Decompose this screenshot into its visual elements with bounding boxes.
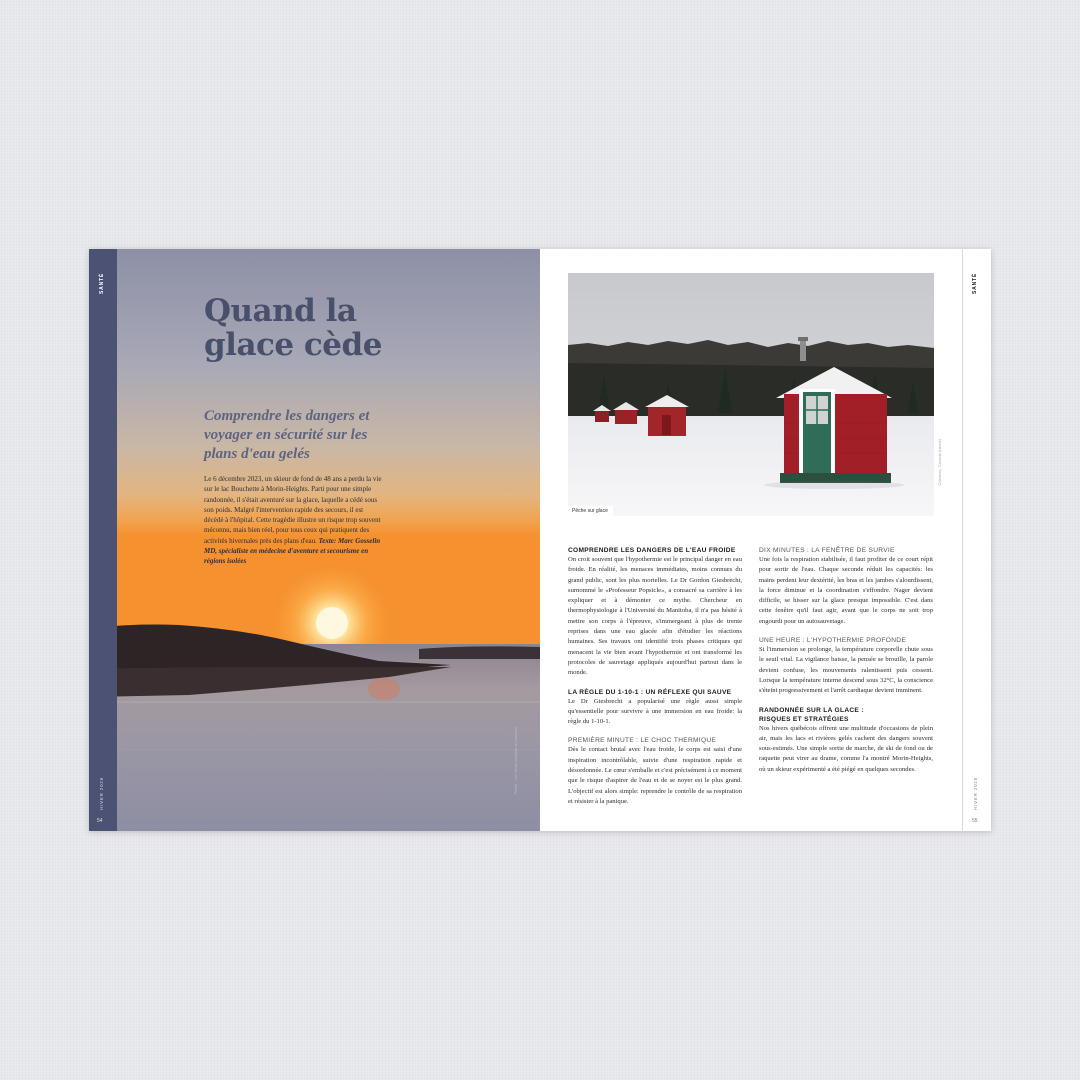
subsection-heading: DIX MINUTES : LA FENÊTRE DE SURVIE (759, 547, 895, 554)
photo-caption: Pêche sur glace (568, 506, 613, 516)
issue-label: HIVER 2026 (99, 777, 104, 811)
body-paragraph: Une fois la respiration stabilisée, il faut profiter de ce court répit pour sortir de l'eau. Chaque seconde réduit les capacités: les mains perdent leur dextérité, les bras et les jambes s'alourdissent, la force diminue et la coordination s'effondre. Nager devient difficile, se hisser sur la glace presque impossible. C'est dans cette fenêtre qu'il faut agir, avant que le corps ne soit trop engourdi pour un autosauvetage. (759, 556, 933, 625)
photo-credit: Photo : Lac Morin-Heights au coucher (513, 727, 518, 795)
ice-fishing-huts-photo (568, 273, 934, 516)
photo-credit: Cabanes, Canada (Istock) (937, 439, 942, 486)
body-paragraph: Dès le contact brutal avec l'eau froide, le corps est saisi d'une inspiration incontrôlable, suivie d'une respiration rapide et désordonnée. Le cœur s'emballe et c'est précisément à ce moment que le risque d'aspirer de l'eau et de se noyer est le plus grand. L'objectif est alors simple: reprendre le contrôle de sa respiration et résister à la panique. (568, 746, 742, 805)
section-heading: RISQUES ET STRATÉGIES (759, 715, 849, 723)
intro-text: Le 6 décembre 2023, un skieur de fond de 48 ans a perdu la vie sur le lac Bouchette à Morin-Heights. Parti pour une simple randonnée, il s'était aventuré sur la glace, laquelle a cédé sous son poids. Malgré l'intervention rapide des secours, il est décédé à l'hôpital. Cette tragédie illustre un risque trop souvent méconnu, mais bien réel, pour tous ceux qui pratiquent des activités hivernales près des plans d'eau. (204, 475, 382, 545)
section-side-band (89, 249, 117, 831)
subsection-heading: PREMIÈRE MINUTE : LE CHOC THERMIQUE (568, 737, 717, 745)
text-column-1 (568, 546, 742, 816)
body-paragraph: On croit souvent que l'hypothermie est le principal danger en eau froide. En réalité, les menaces immédiates, moins connues du grand public, sont les plus mortelles. Le Dr Gordon Giesbrecht, surnommé le «Professeur Popsicle», a consacré sa carrière à les expliquer et à démonter ce mythe. Chercheur en thermophysiologie à l'Université du Manitoba, il n'a pas hésité à mettre son corps à l'épreuve, s'immergeant à plus de trente reprises dans une eau glacée afin d'étudier les réactions humaines. Ses travaux ont identifié trois phases critiques qui menacent la vie bien avant l'hypothermie et ont transformé les protocoles de sauvetage appliqués aujourd'hui partout dans le monde. (568, 556, 742, 677)
author-byline: Texte: Marc Gosselin MD, spécialiste en médecine d'aventure et secourisme en régions isolées (204, 536, 381, 566)
page-number: 55 (972, 818, 978, 824)
ice-fishing-photo-frame (568, 273, 934, 516)
article-title: Quand la glace cède (204, 293, 382, 363)
body-paragraph: Nos hivers québécois offrent une multitude d'occasions de plein air, mais les lacs et rivières gelés cachent des dangers souvent sous-estimés. Une simple sortie de marche, de ski de fond ou de raquette peut virer au drame, comme l'a montré Morin-Heights, où un skieur expérimenté a été piégé en quelques secondes. (759, 724, 933, 773)
left-page (89, 249, 540, 831)
subsection-heading: UNE HEURE : L'HYPOTHERMIE PROFONDE (759, 637, 907, 645)
body-paragraph: Si l'immersion se prolonge, la température corporelle chute sous le seuil vital. La vigilance baisse, la pensée se brouille, la parole devient confuse, les mouvements ralentissent puis cessent. Lorsque la température interne descend sous 32°C, la conscience s'éteint progressivement et l'arrêt cardiaque devient imminent. (759, 646, 933, 695)
magazine-spread (89, 249, 991, 831)
section-tag: SANTÉ (972, 273, 978, 294)
section-heading: RANDONNÉE SUR LA GLACE : (759, 706, 864, 714)
article-intro (204, 474, 382, 567)
section-side-band (962, 249, 991, 831)
body-paragraph: Le Dr Giesbrecht a popularisé une règle aussi simple qu'essentielle pour survivre à une immersion en eau froide: la règle du 1-10-1. (568, 697, 742, 726)
article-subtitle: Comprendre les dangers et voyager en sécurité sur les plans d'eau gelés (204, 408, 370, 462)
issue-label: HIVER 2026 (973, 777, 978, 811)
section-tag: SANTÉ (99, 273, 105, 294)
text-column-2 (759, 546, 933, 784)
section-heading: COMPRENDRE LES DANGERS DE L'EAU FROIDE (568, 547, 736, 554)
page-number: 54 (97, 818, 103, 824)
right-page (540, 249, 991, 831)
section-heading: LA RÈGLE DU 1-10-1 : UN RÉFLEXE QUI SAUVE (568, 688, 732, 696)
